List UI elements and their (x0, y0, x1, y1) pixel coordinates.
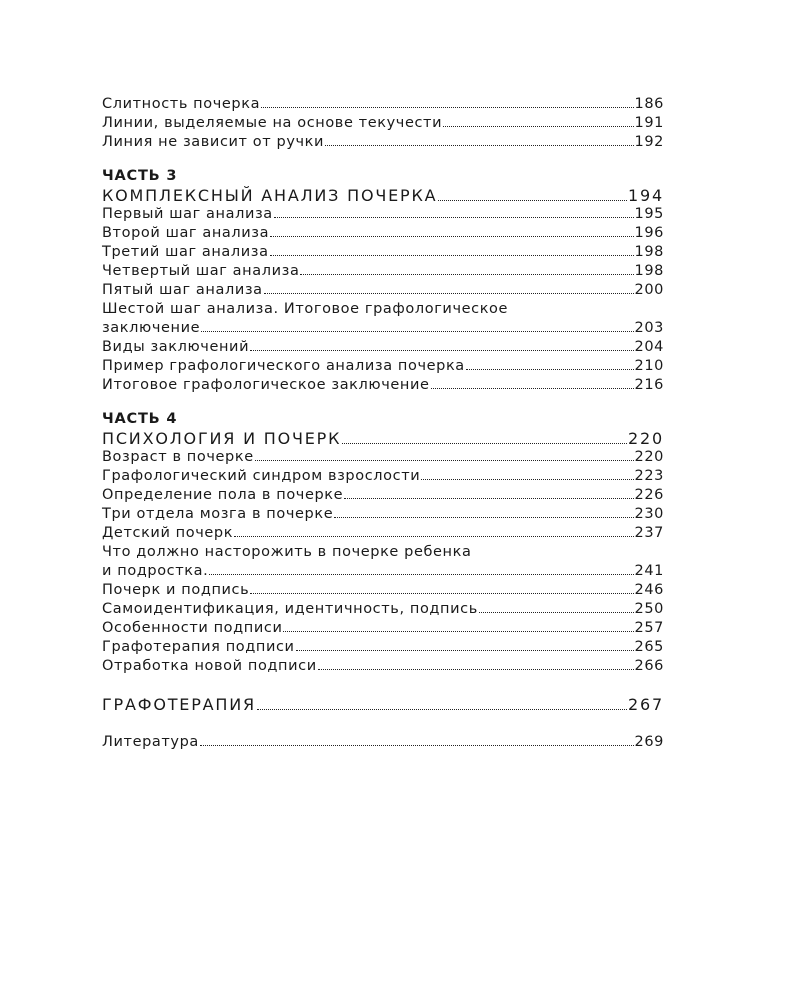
toc-entry (102, 133, 664, 152)
toc-entry-label: Четвертый шаг анализа (102, 263, 300, 279)
part-4-heading: ЧАСТЬ 4 (102, 411, 178, 427)
toc-entry-label: Линия не зависит от ручки (102, 134, 325, 150)
toc-entry-label: ГРАФОТЕРАПИЯ (102, 695, 256, 714)
toc-entry-label: Итоговое графологическое заключение (102, 377, 430, 393)
toc-entry-label: Определение пола в почерке (102, 487, 344, 503)
toc-entry (102, 657, 664, 676)
toc-entry-label: КОМПЛЕКСНЫЙ АНАЛИЗ ПОЧЕРКА (102, 186, 438, 205)
toc-entry-page: 250 (634, 601, 664, 617)
toc-entry-page: 226 (634, 487, 664, 503)
part-4-title (102, 429, 664, 448)
toc-entry-page: 267 (628, 695, 664, 714)
dot-leader (344, 497, 633, 499)
toc-entry-page: 200 (634, 282, 664, 298)
dot-leader (255, 459, 634, 461)
toc-entry (102, 448, 664, 467)
toc-entry-label: и подростка. (102, 563, 209, 579)
toc-entry (102, 243, 664, 262)
toc-entry-label: Линии, выделяемые на основе текучести (102, 115, 443, 131)
grafoterapiya-entry (102, 695, 664, 714)
toc-entry-page: 194 (628, 186, 664, 205)
toc-entry-page: 257 (634, 620, 664, 636)
toc-entry-page: 198 (634, 244, 664, 260)
toc-entry (102, 376, 664, 395)
toc-entry-page: 220 (634, 449, 664, 465)
dot-leader (209, 573, 633, 575)
toc-entry-page: 241 (634, 563, 664, 579)
dot-leader (250, 592, 633, 594)
toc-entry-label: Детский почерк (102, 525, 234, 541)
toc-entry-label: Почерк и подпись (102, 582, 250, 598)
dot-leader (201, 330, 633, 332)
table-of-contents (102, 95, 664, 752)
toc-entry-label: Графотерапия подписи (102, 639, 295, 655)
toc-entry-page: 192 (634, 134, 664, 150)
dot-leader (261, 106, 633, 108)
dot-leader (283, 630, 633, 632)
toc-entry-label: Особенности подписи (102, 620, 283, 636)
toc-entry-page: 191 (634, 115, 664, 131)
toc-entry-page: 266 (634, 658, 664, 674)
toc-entry-page: 203 (634, 320, 664, 336)
toc-entry-label: Второй шаг анализа (102, 225, 270, 241)
toc-entry-page: 204 (634, 339, 664, 355)
toc-entry-label: Слитность почерка (102, 96, 261, 112)
toc-entry (102, 600, 664, 619)
toc-entry (102, 524, 664, 543)
part-3-heading: ЧАСТЬ 3 (102, 168, 178, 184)
dot-leader (438, 199, 627, 201)
toc-entry (102, 486, 664, 505)
part-3-title (102, 186, 664, 205)
toc-entry (102, 319, 664, 338)
toc-entry-page: 216 (634, 377, 664, 393)
toc-entry-label: Пример графологического анализа почерка (102, 358, 465, 374)
toc-entry (102, 357, 664, 376)
dot-leader (270, 235, 633, 237)
toc-entry (102, 224, 664, 243)
toc-entry-page: 195 (634, 206, 664, 222)
dot-leader (479, 611, 634, 613)
dot-leader (296, 649, 634, 651)
toc-entry-label: заключение (102, 320, 201, 336)
dot-leader (342, 442, 627, 444)
dot-leader (234, 535, 633, 537)
dot-leader (264, 292, 634, 294)
toc-entry-page: 246 (634, 582, 664, 598)
toc-entry-label: Самоидентификация, идентичность, подпись (102, 601, 478, 617)
toc-entry (102, 581, 664, 600)
dot-leader (300, 273, 633, 275)
toc-entry (102, 619, 664, 638)
toc-entry-label: Возраст в почерке (102, 449, 254, 465)
toc-entry-label: Отработка новой подписи (102, 658, 317, 674)
toc-entry-label: Виды заключений (102, 339, 250, 355)
toc-entry-page: 186 (634, 96, 664, 112)
dot-leader (250, 349, 633, 351)
toc-entry-label: Графологический синдром взрослости (102, 468, 421, 484)
toc-entry-label: ПСИХОЛОГИЯ И ПОЧЕРК (102, 429, 342, 448)
toc-entry-page: 230 (634, 506, 664, 522)
dot-leader (466, 368, 634, 370)
toc-entry-label: Три отдела мозга в почерке (102, 506, 334, 522)
dot-leader (200, 744, 634, 746)
toc-entry (102, 114, 664, 133)
toc-entry-page: 269 (634, 734, 664, 750)
dot-leader (325, 144, 633, 146)
toc-entry (102, 95, 664, 114)
toc-entry-page: 223 (634, 468, 664, 484)
toc-entry-page: 237 (634, 525, 664, 541)
toc-entry-label: Третий шаг анализа (102, 244, 269, 260)
toc-entry (102, 205, 664, 224)
toc-entry (102, 262, 664, 281)
toc-entry-label: Пятый шаг анализа (102, 282, 263, 298)
toc-entry-label: Литература (102, 734, 199, 750)
literatura-entry (102, 733, 664, 752)
dot-leader (334, 516, 633, 518)
toc-entry (102, 505, 664, 524)
toc-entry (102, 467, 664, 486)
dot-leader (318, 668, 634, 670)
toc-entry (102, 562, 664, 581)
toc-entry-page: 210 (634, 358, 664, 374)
toc-entry-first-line: Шестой шаг анализа. Итоговое графологическое (102, 301, 509, 317)
dot-leader (431, 387, 634, 389)
spacer (102, 676, 664, 695)
dot-leader (257, 708, 627, 710)
dot-leader (443, 125, 633, 127)
toc-entry-first-line: Что должно насторожить в почерке ребенка (102, 544, 472, 560)
toc-entry-page: 265 (634, 639, 664, 655)
toc-entry-label: Первый шаг анализа (102, 206, 273, 222)
dot-leader (274, 216, 634, 218)
toc-entry-page: 196 (634, 225, 664, 241)
toc-entry-page: 198 (634, 263, 664, 279)
toc-entry (102, 281, 664, 300)
toc-entry-page: 220 (628, 429, 664, 448)
spacer (102, 714, 664, 733)
toc-entry (102, 338, 664, 357)
toc-entry (102, 638, 664, 657)
dot-leader (270, 254, 634, 256)
dot-leader (421, 478, 633, 480)
